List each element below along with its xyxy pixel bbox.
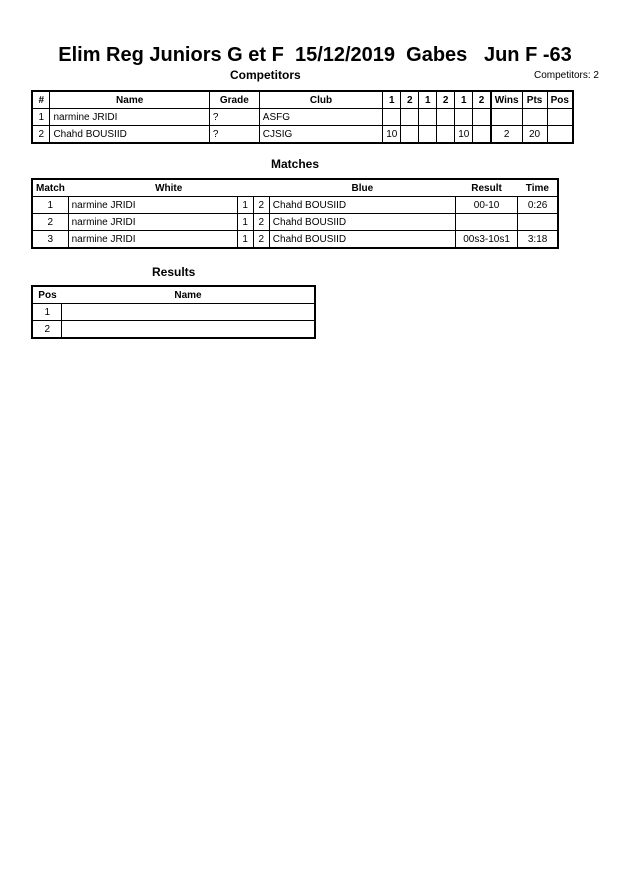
result-name — [62, 304, 315, 321]
matches-heading: Matches — [271, 157, 320, 171]
match-white: narmine JRIDI — [68, 214, 237, 231]
competitors-header-row — [32, 91, 573, 109]
match-blue-side: 2 — [253, 197, 269, 214]
competitor-score — [437, 126, 455, 144]
competitor-score: 10 — [455, 126, 473, 144]
competitor-pos — [547, 126, 573, 144]
col-header-pos: Pos — [32, 286, 62, 304]
match-result: 00s3-10s1 — [455, 231, 517, 249]
result-name — [62, 321, 315, 339]
result-row — [32, 321, 315, 339]
competitor-club: CJSIG — [259, 126, 382, 144]
match-result — [455, 214, 517, 231]
col-header-num: # — [32, 91, 50, 109]
col-header-result: Result — [455, 179, 517, 197]
match-num: 3 — [32, 231, 68, 249]
match-time: 3:18 — [518, 231, 558, 249]
col-header-pos: Pos — [547, 91, 573, 109]
competitor-score — [401, 126, 419, 144]
competitor-name: Chahd BOUSIID — [50, 126, 209, 144]
match-blue: Chahd BOUSIID — [269, 197, 455, 214]
competitor-score — [473, 109, 491, 126]
competitors-table — [31, 90, 574, 144]
col-header-match: Match — [32, 179, 68, 197]
results-table — [31, 285, 316, 339]
competitor-pts — [522, 109, 547, 126]
result-pos: 1 — [32, 304, 62, 321]
match-blue-side: 2 — [253, 214, 269, 231]
col-header-score-4: 2 — [437, 91, 455, 109]
col-header-grade: Grade — [209, 91, 259, 109]
competitor-row — [32, 126, 573, 144]
match-time — [518, 214, 558, 231]
match-row — [32, 231, 558, 249]
match-white-side: 1 — [237, 231, 253, 249]
col-header-score-3: 1 — [419, 91, 437, 109]
col-header-name: Name — [50, 91, 209, 109]
match-white: narmine JRIDI — [68, 231, 237, 249]
competitor-wins — [491, 109, 522, 126]
matches-header-row — [32, 179, 558, 197]
match-num: 1 — [32, 197, 68, 214]
match-blue-side: 2 — [253, 231, 269, 249]
result-pos: 2 — [32, 321, 62, 339]
col-header-score-1: 1 — [383, 91, 401, 109]
competitor-num: 1 — [32, 109, 50, 126]
competitor-score — [473, 126, 491, 144]
competitor-score — [419, 126, 437, 144]
competitors-heading: Competitors — [230, 68, 301, 82]
results-heading: Results — [152, 265, 196, 279]
competitors-count: Competitors: 2 — [533, 70, 599, 81]
competitor-grade: ? — [209, 126, 259, 144]
competitor-num: 2 — [32, 126, 50, 144]
col-header-score-5: 1 — [455, 91, 473, 109]
match-blue: Chahd BOUSIID — [269, 231, 455, 249]
competitor-name: narmine JRIDI — [50, 109, 209, 126]
competitor-score — [437, 109, 455, 126]
competitor-pts: 20 — [522, 126, 547, 144]
match-white-side: 1 — [237, 197, 253, 214]
page-title: Elim Reg Juniors G et F 15/12/2019 Gabes Jun F -63 — [58, 44, 572, 66]
col-header-name: Name — [62, 286, 315, 304]
col-header-blue: Blue — [269, 179, 455, 197]
col-header-white: White — [68, 179, 269, 197]
col-header-pts: Pts — [522, 91, 547, 109]
competitor-pos — [547, 109, 573, 126]
competitor-score: 10 — [383, 126, 401, 144]
competitor-score — [455, 109, 473, 126]
col-header-club: Club — [259, 91, 382, 109]
result-row — [32, 304, 315, 321]
matches-table — [31, 178, 559, 249]
competitor-grade: ? — [209, 109, 259, 126]
match-result: 00-10 — [455, 197, 517, 214]
competitor-wins: 2 — [491, 126, 522, 144]
competitor-row — [32, 109, 573, 126]
competitor-score — [419, 109, 437, 126]
col-header-time: Time — [518, 179, 558, 197]
match-blue: Chahd BOUSIID — [269, 214, 455, 231]
competitor-score — [401, 109, 419, 126]
competitor-club: ASFG — [259, 109, 382, 126]
col-header-wins: Wins — [491, 91, 522, 109]
match-num: 2 — [32, 214, 68, 231]
col-header-score-2: 2 — [401, 91, 419, 109]
match-row — [32, 214, 558, 231]
match-row — [32, 197, 558, 214]
col-header-score-6: 2 — [473, 91, 491, 109]
match-white: narmine JRIDI — [68, 197, 237, 214]
match-time: 0:26 — [518, 197, 558, 214]
match-white-side: 1 — [237, 214, 253, 231]
results-header-row — [32, 286, 315, 304]
competitor-score — [383, 109, 401, 126]
